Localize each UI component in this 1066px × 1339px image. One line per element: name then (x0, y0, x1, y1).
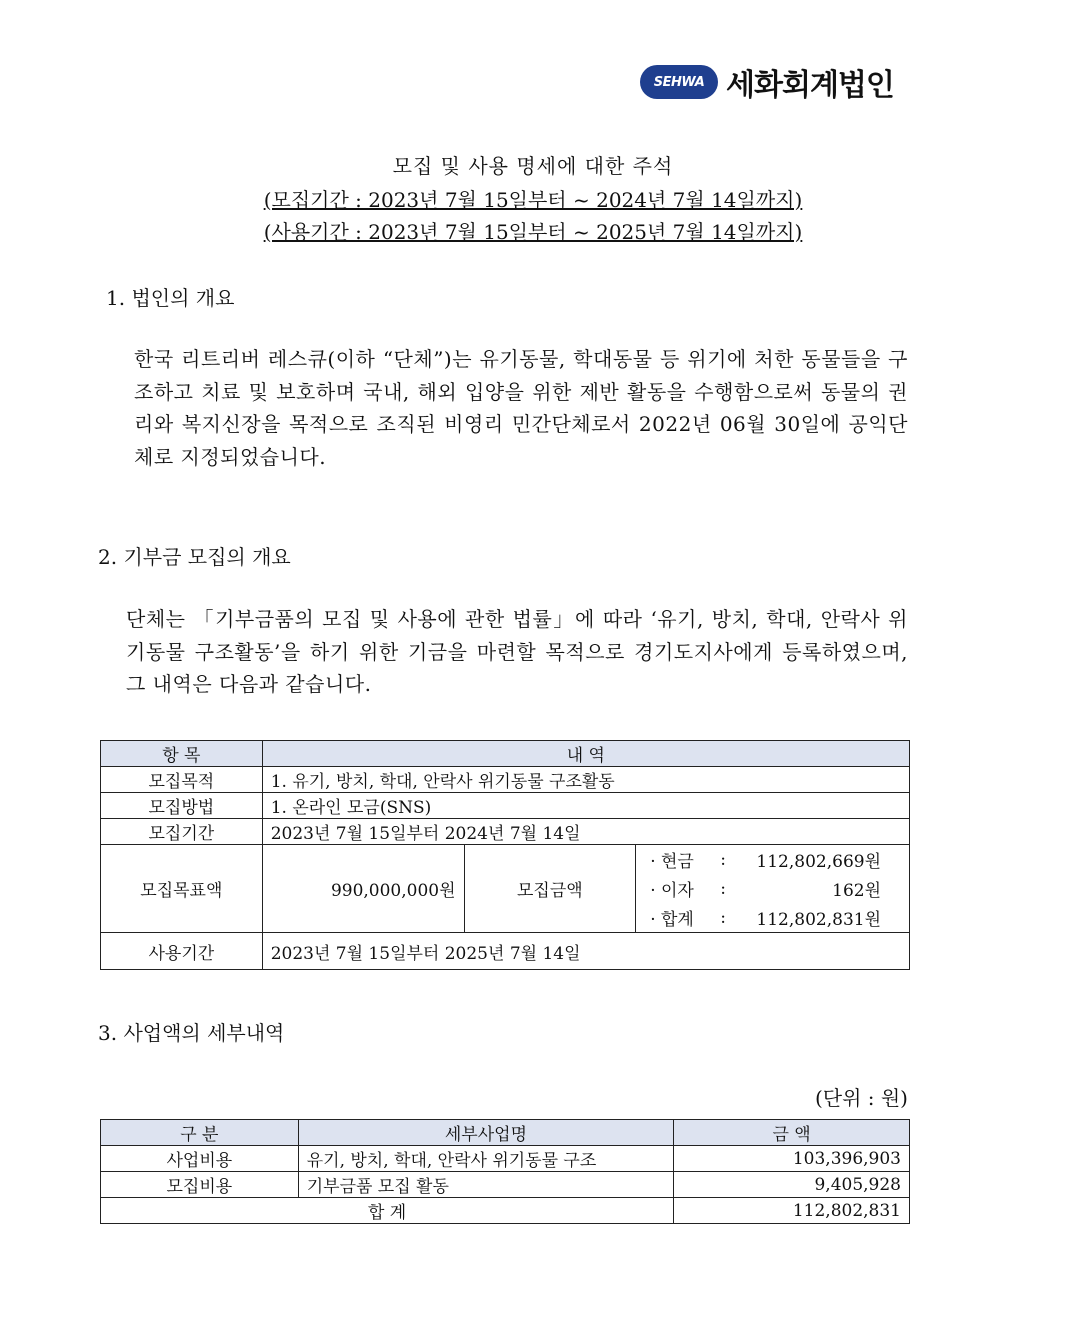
section1-body: 한국 리트리버 레스큐(이하 “단체”)는 유기동물, 학대동물 등 위기에 처한 동물들을 구조하고 치료 및 보호하며 국내, 해외 입양을 위한 제반 활동을 수행함으로써 동물의 권리와 복지신장을 목적으로 조직된 비영리 민간단체로서 2022년 06월 30일에 공익단체로 지정되었습니다. (134, 347, 908, 470)
header-amount: 금 액 (674, 1120, 910, 1146)
row-category: 모집비용 (101, 1172, 299, 1198)
raised-label: 모집금액 (464, 845, 636, 933)
use-period-label: 사용기간 (101, 933, 263, 970)
header-project: 세부사업명 (298, 1120, 673, 1146)
total-label: 합 계 (101, 1198, 674, 1224)
use-period-value: 2023년 7월 15일부터 2025년 7월 14일 (262, 933, 909, 970)
row-amount: 103,396,903 (674, 1146, 910, 1172)
raised-item-value: 112,802,669원 (756, 852, 881, 872)
raised-item-value: 112,802,831원 (756, 910, 881, 930)
purpose-label: 모집목적 (101, 767, 263, 793)
company-logo (640, 62, 910, 102)
raised-item-value: 162원 (832, 881, 881, 901)
method-label: 모집방법 (101, 793, 263, 819)
raised-list (650, 845, 881, 932)
expense-table (100, 1119, 910, 1224)
total-amount: 112,802,831 (674, 1198, 910, 1224)
company-name: 세화회계법인 (726, 68, 894, 103)
target-value: 990,000,000원 (262, 845, 464, 933)
header-category: 구 분 (101, 1120, 299, 1146)
unit-label: (단위 : 원) (814, 1086, 908, 1110)
raised-item-label: · 현금 (650, 852, 694, 872)
section2-body: 단체는 「기부금품의 모집 및 사용에 관한 법률」에 따라 ‘유기, 방치, 학대, 안락사 위기동물 구조활동’을 하기 위한 기금을 마련할 목적으로 경기도지사에게 등록하였으며, 그 내역은 다음과 같습니다. (126, 607, 908, 697)
table-row (101, 1146, 910, 1172)
method-value: 1. 온라인 모금(SNS) (262, 793, 909, 819)
target-label: 모집목표액 (101, 845, 263, 933)
sehwa-badge-logo: SEHWA (640, 65, 718, 99)
row-amount: 9,405,928 (674, 1172, 910, 1198)
period-label: 모집기간 (101, 819, 263, 845)
period-value: 2023년 7월 15일부터 2024년 7월 14일 (262, 819, 909, 845)
list-item (650, 845, 881, 874)
raised-item-label: · 이자 (650, 881, 694, 901)
section2-heading: 2. 기부금 모집의 개요 (98, 545, 291, 569)
use-period: (사용기간 : 2023년 7월 15일부터 ~ 2025년 7월 14일까지) (263, 220, 803, 244)
section3-heading: 3. 사업액의 세부내역 (98, 1021, 285, 1045)
raised-item-label: · 합계 (650, 910, 694, 930)
raised-item-sep: : (720, 907, 726, 928)
list-item (650, 903, 881, 932)
section1-heading: 1. 법인의 개요 (106, 286, 235, 310)
raised-item-sep: : (720, 849, 726, 870)
header-detail: 내 역 (262, 741, 909, 767)
recruit-period: (모집기간 : 2023년 7월 15일부터 ~ 2024년 7월 14일까지) (263, 188, 803, 212)
page-title: 모집 및 사용 명세에 대한 주석 (392, 154, 674, 178)
list-item (650, 874, 881, 903)
raised-item-sep: : (720, 878, 726, 899)
raised-breakdown (636, 845, 910, 933)
total-row (101, 1198, 910, 1224)
row-category: 사업비용 (101, 1146, 299, 1172)
recruitment-table (100, 740, 910, 970)
row-project: 기부금품 모집 활동 (298, 1172, 673, 1198)
header-item: 항 목 (101, 741, 263, 767)
purpose-value: 1. 유기, 방치, 학대, 안락사 위기동물 구조활동 (262, 767, 909, 793)
row-project: 유기, 방치, 학대, 안락사 위기동물 구조 (298, 1146, 673, 1172)
table-row (101, 1172, 910, 1198)
